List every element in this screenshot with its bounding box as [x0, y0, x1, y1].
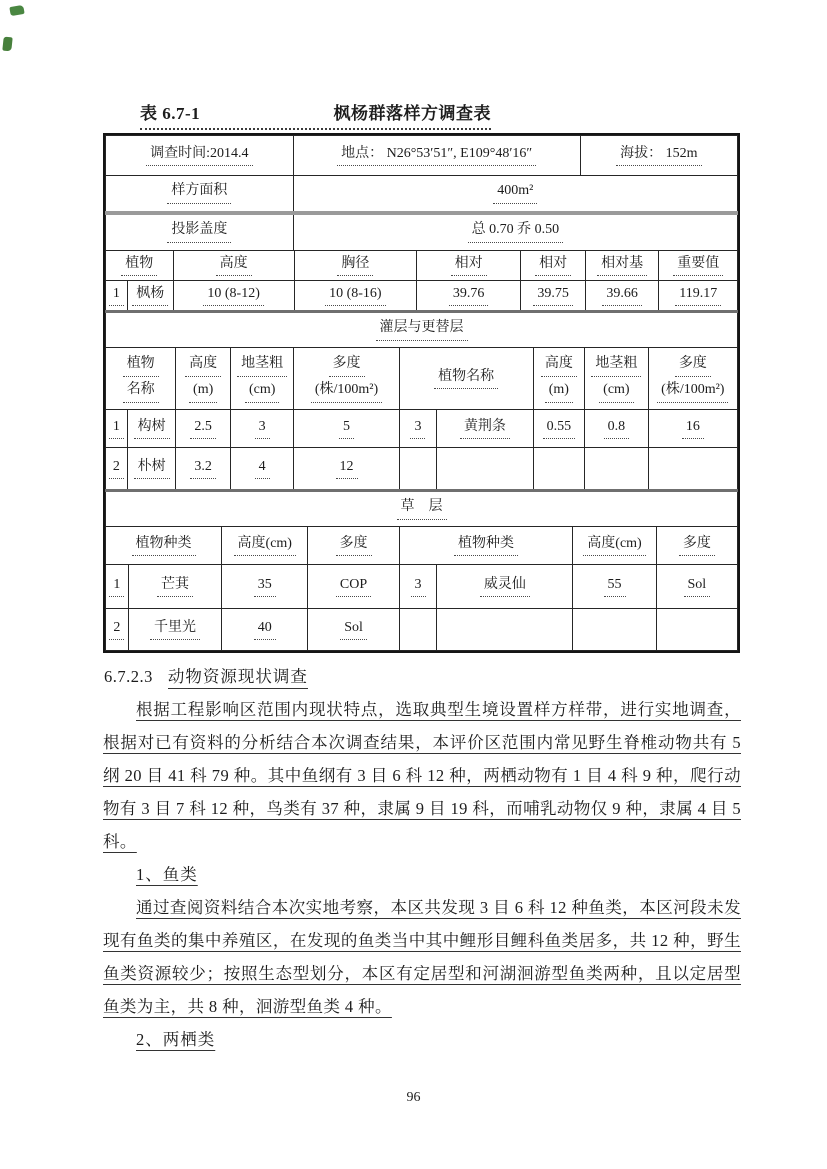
col-header-relative2: 相对: [521, 251, 586, 281]
subheading-amphibian: 2、两栖类: [136, 1030, 216, 1049]
col-header-relative1: 相对: [416, 251, 520, 281]
col-header-height-left: 高度(cm): [222, 527, 308, 565]
cell-shrub-name: [437, 448, 533, 490]
col-header-plant-name-left: 植物 名称: [106, 348, 176, 410]
green-annotation-mark-2: [2, 37, 12, 52]
section-heading-number: 6.7.2.3: [104, 667, 153, 686]
cell-shrub-stem: [585, 448, 649, 490]
cell-shrub-name: 朴树: [127, 448, 176, 490]
cell-shrub-stem: 0.8: [585, 410, 649, 448]
cell-grass-abundance: Sol: [308, 609, 399, 651]
cell-shrub-height: 0.55: [533, 410, 585, 448]
cell-grass-no: 1: [106, 565, 129, 609]
grass-header-row: [106, 527, 738, 565]
table-row: [106, 213, 738, 251]
col-header-species-right: 植物种类: [399, 527, 573, 565]
cell-grass-no: 3: [399, 565, 437, 609]
cell-shrub-abundance: 5: [294, 410, 399, 448]
cell-grass-abundance: [656, 609, 737, 651]
paragraph-animal-survey: 根据工程影响区范围内现状特点，选取典型生境设置样方样带，进行实地调查，根据对已有资料的分析结合本次调查结果，本评价区范围内常见野生脊椎动物共有 5 纲 20 目 41 科 79 种。其中鱼纲有 3 目 6 科 12 种，两栖动物有 1 目 4 科 9 种，爬行动物有 3 目 7 科 12 种，鸟类有 37 种，隶属 9 目 19 科，而哺乳动物仅 9 种，隶属 4 目 5 科。: [103, 700, 741, 851]
cell-grass-height: 35: [222, 565, 308, 609]
table-row: [106, 176, 738, 213]
cell-tree-rel2: 39.75: [521, 281, 586, 311]
grass-data-row: [106, 565, 738, 609]
grass-data-row: [106, 609, 738, 651]
table-caption-number: 表 6.7-1: [140, 104, 201, 123]
col-header-species-left: 植物种类: [106, 527, 222, 565]
cell-tree-no: 1: [106, 281, 128, 311]
tree-data-row: [106, 281, 738, 311]
cell-tree-importance: 119.17: [659, 281, 738, 311]
shrub-data-row: [106, 448, 738, 490]
cell-survey-altitude: 海拔： 152m: [580, 136, 737, 176]
survey-meta-table: [105, 135, 738, 251]
tree-layer-table: [105, 250, 738, 311]
page-number: 96: [406, 1090, 421, 1105]
cell-area-value: 400m²: [293, 176, 737, 213]
cell-grass-height: 55: [573, 565, 656, 609]
cell-tree-dbh: 10 (8-16): [294, 281, 416, 311]
cell-grass-no: 2: [106, 609, 129, 651]
cell-shrub-no: 1: [106, 410, 128, 448]
cell-shrub-height: 3.2: [176, 448, 231, 490]
cell-grass-name: [437, 609, 573, 651]
cell-shrub-height: 2.5: [176, 410, 231, 448]
cell-shrub-abundance: 16: [648, 410, 737, 448]
grass-layer-table: [105, 526, 738, 651]
cell-shrub-name: 构树: [127, 410, 176, 448]
cell-shrub-no: [399, 448, 437, 490]
col-header-relative-base: 相对基: [585, 251, 659, 281]
col-header-height-right: 高度 (m): [533, 348, 585, 410]
cell-grass-abundance: COP: [308, 565, 399, 609]
col-header-abundance-right: 多度 (株/100m²): [648, 348, 737, 410]
grass-banner-row: [106, 491, 738, 527]
body-text: [103, 660, 741, 1056]
shrub-layer-table: [105, 347, 738, 490]
shrub-banner-row: [106, 312, 738, 348]
grass-banner-table: [105, 489, 738, 527]
cell-survey-location: 地点： N26°53′51″, E109°48′16″: [293, 136, 580, 176]
cell-shrub-name: 黄荆条: [437, 410, 533, 448]
subheading-fish: 1、鱼类: [136, 865, 198, 884]
col-header-abundance-left: 多度 (株/100m²): [294, 348, 399, 410]
section-heading-title: 动物资源现状调查: [168, 667, 308, 689]
cell-grass-no: [399, 609, 437, 651]
cell-shrub-abundance: 12: [294, 448, 399, 490]
cell-shrub-no: 3: [399, 410, 437, 448]
shrub-banner: 灌层与更替层: [106, 312, 738, 348]
cell-grass-abundance: Sol: [656, 565, 737, 609]
cell-shrub-abundance: [648, 448, 737, 490]
paragraph-fish: 通过查阅资料结合本次实地考察，本区共发现 3 目 6 科 12 种鱼类，本区河段未发现有鱼类的集中养殖区，在发现的鱼类当中其中鲤形目鲤科鱼类居多，共 12 种，野生鱼类资源较少；按照生态型划分，本区有定居型和河湖洄游型鱼类两种，且以定居型鱼类为主，共 8 种，洄游型鱼类 4 种。: [103, 898, 741, 1016]
col-header-height-right: 高度(cm): [573, 527, 656, 565]
cell-grass-name: 芒萁: [128, 565, 221, 609]
grass-banner: 草 层: [106, 491, 738, 527]
cell-grass-height: [573, 609, 656, 651]
col-header-plant-name-right: 植物名称: [399, 348, 533, 410]
cell-tree-rel1: 39.76: [416, 281, 520, 311]
col-header-height-left: 高度 (m): [176, 348, 231, 410]
section-heading: [104, 660, 741, 693]
col-header-dbh: 胸径: [294, 251, 416, 281]
col-header-stem-right: 地茎粗 (cm): [585, 348, 649, 410]
col-header-importance: 重要值: [659, 251, 738, 281]
cell-shrub-stem: 3: [230, 410, 294, 448]
cell-shrub-height: [533, 448, 585, 490]
cell-grass-name: 千里光: [128, 609, 221, 651]
cell-cover-value: 总 0.70 乔 0.50: [293, 213, 737, 251]
cell-tree-rel-base: 39.66: [585, 281, 659, 311]
col-header-abundance-left: 多度: [308, 527, 399, 565]
col-header-abundance-right: 多度: [656, 527, 737, 565]
cell-tree-height: 10 (8-12): [173, 281, 294, 311]
tree-header-row: [106, 251, 738, 281]
table-caption-title: 枫杨群落样方调查表: [333, 104, 491, 123]
cell-tree-name: 枫杨: [127, 281, 173, 311]
cell-cover-label: 投影盖度: [106, 213, 294, 251]
shrub-banner-table: [105, 310, 738, 348]
col-header-stem-left: 地茎粗 (cm): [230, 348, 294, 410]
cell-area-label: 样方面积: [106, 176, 294, 213]
shrub-header-row: [106, 348, 738, 410]
col-header-height: 高度: [173, 251, 294, 281]
cell-shrub-stem: 4: [230, 448, 294, 490]
cell-shrub-no: 2: [106, 448, 128, 490]
col-header-plant: 植物: [106, 251, 174, 281]
survey-table: [103, 133, 740, 653]
cell-grass-name: 威灵仙: [437, 565, 573, 609]
cell-grass-height: 40: [222, 609, 308, 651]
table-row: [106, 136, 738, 176]
cell-survey-time: 调查时间:2014.4: [106, 136, 294, 176]
table-caption: [140, 99, 491, 130]
green-annotation-mark-1: [9, 5, 24, 16]
shrub-data-row: [106, 410, 738, 448]
